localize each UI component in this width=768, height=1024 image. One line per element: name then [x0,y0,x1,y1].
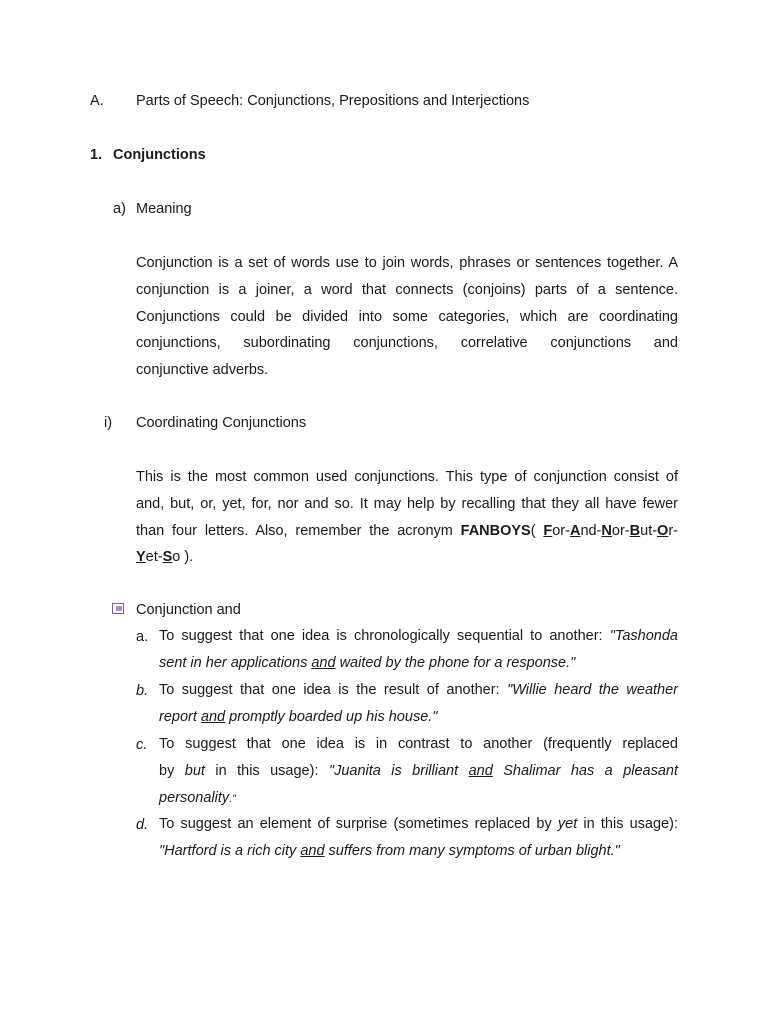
acronym-rest: ut- [640,522,658,539]
paragraph-line: Conjunctions could be divided into some categories, which are coordinating [136,308,678,325]
list-item-line [159,811,678,838]
acronym-rest: or- [552,522,570,539]
highlighted-conjunction: and [200,708,226,725]
meaning-paragraph [136,250,678,384]
item-text-plain: To suggest that one idea is the result of another: [159,682,508,698]
highlighted-conjunction: yet [557,816,578,832]
list-item-line [159,704,678,731]
item-text-quote: suffers from many symptoms of urban blight." [324,842,620,859]
paragraph-line: conjunctive adverbs. [136,362,269,379]
coordinating-paragraph [136,464,678,571]
item-text-plain: To suggest an element of surprise (sometimes replaced by [159,816,558,832]
item-text-quote: "Tashonda [609,628,678,644]
acronym-rest: et- [145,549,163,566]
acronym-rest: r- [668,522,678,539]
item-text-quote: "Hartford is a rich city [159,842,301,859]
list-item-line [159,650,678,677]
list-item [159,731,678,811]
acronym-rest: or- [611,522,630,539]
item-text-plain: in this usage): [577,816,678,832]
section-marker: A. [90,93,104,109]
bullet-icon [112,603,124,614]
acronym-letter: N [601,522,612,539]
acronym-letter: B [629,522,641,539]
acronym-rest: nd- [580,522,602,539]
paragraph-line: Conjunction is a set of words use to join words, phrases or sentences together. A [136,255,678,271]
acronym-letter: F [543,522,553,539]
highlighted-conjunction: but [184,762,205,779]
paragraph-line: and, but, or, yet, for, nor and so. It may help by recalling that they all have fewer [136,495,678,512]
item-text-quote: report [159,708,201,725]
paragraph-line: conjunction is a joiner, a word that connects (conjoins) parts of a sentence. [136,281,678,298]
acronym: FANBOYS [460,522,531,539]
list-item-line: To suggest that one idea is in contrast to another (frequently replaced [159,736,678,752]
coordinating-title: Coordinating Conjunctions [136,415,307,431]
acronym-intro: than four letters. Also, remember the acronym [136,522,461,539]
item-text-quote: personality [159,789,230,806]
coordinating-marker: i) [104,415,113,431]
list-item-marker: d. [136,817,149,833]
acronym-letter: S [162,549,173,566]
item-text-quote: promptly boarded up his house." [225,708,438,725]
item-text-quote: "Juanita is brilliant [328,762,469,779]
item-text-plain: in this usage): [204,762,329,779]
highlighted-conjunction: and [311,654,336,671]
paragraph-line-acronym [136,518,678,545]
acronym-open: ( [530,522,544,539]
list-item-line [159,623,678,650]
list-item-marker: c. [136,737,148,753]
conj-and-title: Conjunction and [136,602,241,618]
section-title: Parts of Speech: Conjunctions, Prepositions and Interjections [136,93,530,109]
list-item-line [159,838,678,865]
list-item [159,677,678,731]
highlighted-conjunction: and [300,842,325,859]
paragraph-line: conjunctions, subordinating conjunctions, correlative conjunctions and [136,335,678,352]
subsection-number: 1. [90,147,103,163]
meaning-marker: a) [113,201,126,217]
acronym-letter: Y [136,549,146,566]
list-item-marker: b. [136,683,149,699]
list-item [159,623,678,677]
acronym-rest: o ). [172,549,194,566]
item-text-quote: waited by the phone for a response." [335,654,576,671]
item-text-quote: ." [229,792,237,805]
meaning-title: Meaning [136,201,192,217]
list-item [159,811,678,865]
highlighted-conjunction: and [468,762,493,779]
list-item-line [159,677,678,704]
item-text-quote: Shalimar has a pleasant [492,762,679,779]
acronym-letter: A [569,522,581,539]
item-text-plain: by [159,762,185,779]
list-item-line [159,758,678,785]
acronym-letter: O [657,522,669,539]
list-item-marker: a. [136,629,149,645]
paragraph-line-acronym-end [136,544,678,571]
item-text-quote: sent in her applications [159,654,312,671]
list-item-line [159,785,678,812]
paragraph-line: This is the most common used conjunctions. This type of conjunction consist of [136,469,678,485]
subsection-title: Conjunctions [113,147,206,163]
item-text-quote: "Willie heard the weather [507,682,678,698]
item-text-plain: To suggest that one idea is chronologically sequential to another: [159,628,610,644]
